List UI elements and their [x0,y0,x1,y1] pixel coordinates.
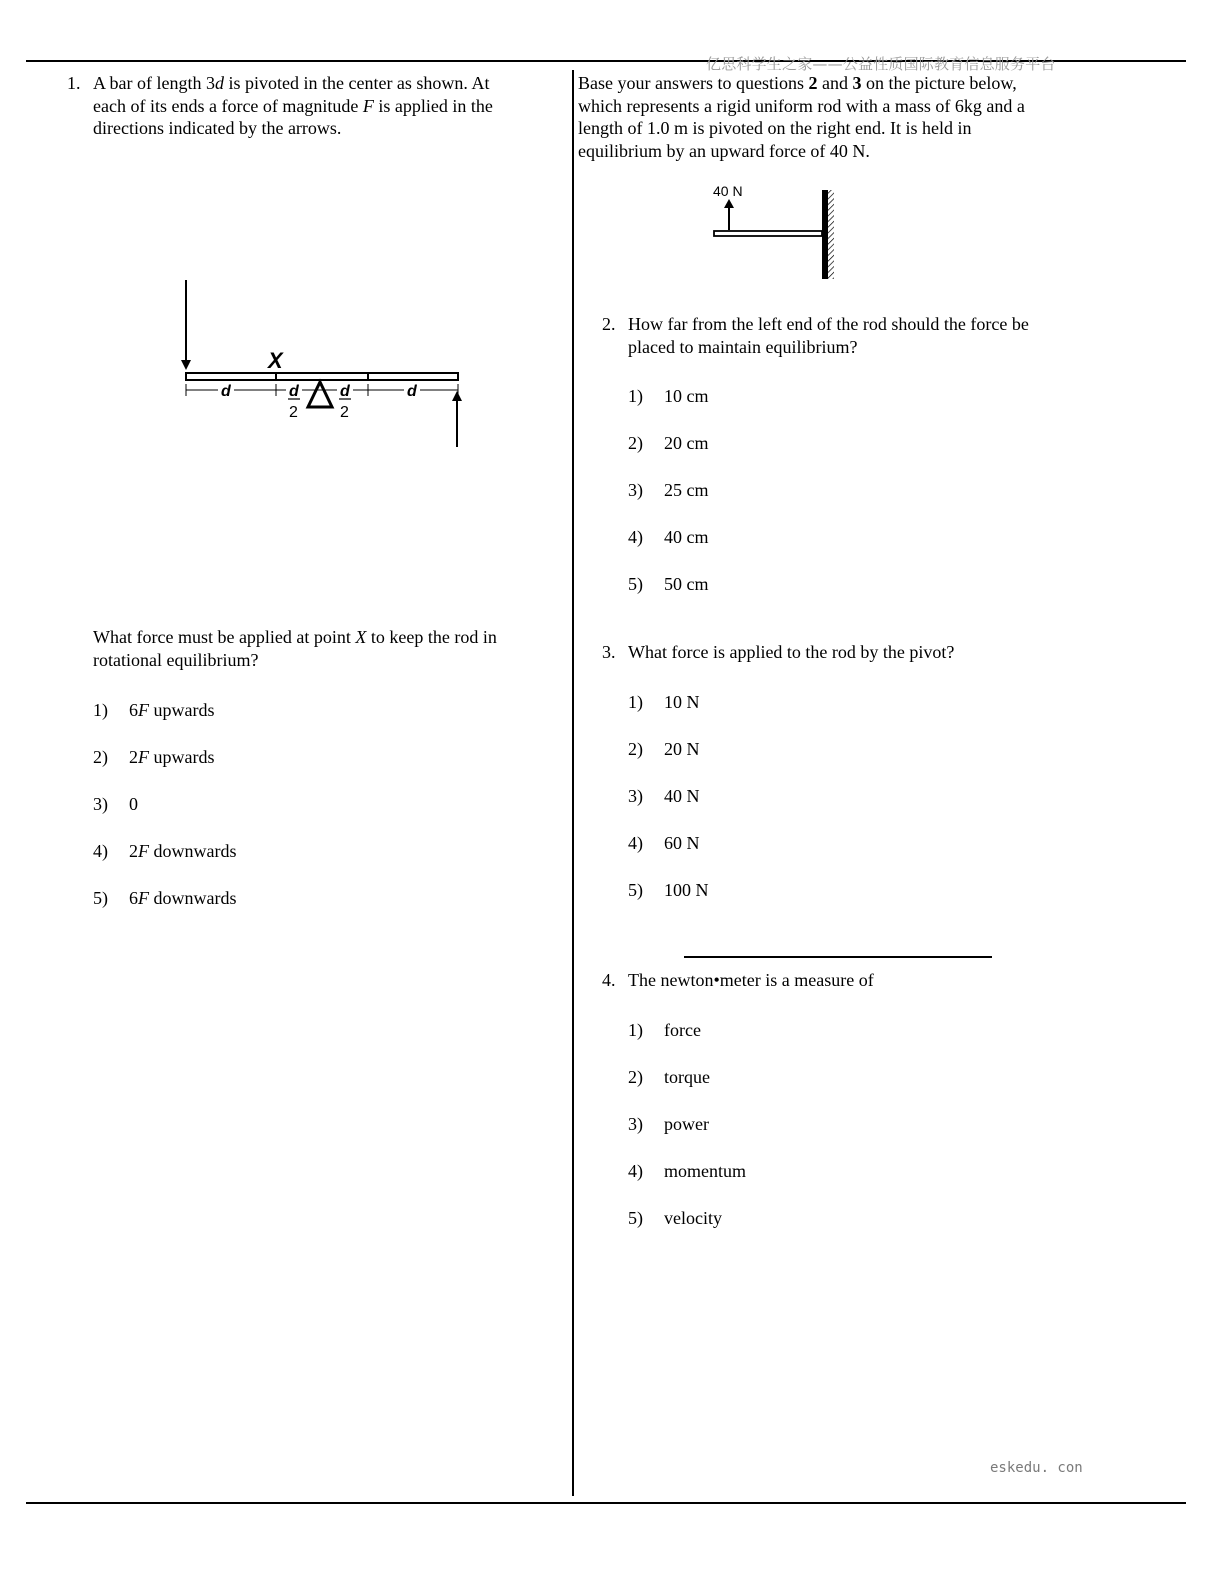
q2-text [628,313,1029,358]
q4-choice-5[interactable]: 5) velocity [628,1208,722,1228]
q3-text: What force is applied to the rod by the pivot? [628,642,955,662]
q3-choice-3[interactable]: 3) 40 N [628,786,700,806]
q4-choice-2[interactable]: 2) torque [628,1067,710,1087]
segment-label-d-left: d [221,383,231,400]
watermark-top: 亿思科学生之家——公益性质国际教育信息服务平台 [706,55,1056,73]
intro-line-1: Base your answers to questions 2 and 3 on the picture below, [578,73,1017,93]
q2-choice-4[interactable]: 4) 40 cm [628,527,709,547]
segment-label-d2-left-num: d [289,383,299,400]
q3-choice-4[interactable]: 4) 60 N [628,833,700,853]
intro-line-2: which represents a rigid uniform rod with a mass of 6kg and a [578,95,1025,116]
q2-q3-intro [578,72,1025,162]
q2-choice-1[interactable]: 1) 10 cm [628,386,709,406]
column-divider [572,70,574,1496]
q3-choice-1[interactable]: 1) 10 N [628,692,700,712]
intro-line-4: equilibrium by an upward force of 40 N. [578,140,870,161]
intro-line-3: length of 1.0 m is pivoted on the right end. It is held in [578,118,972,138]
q1-choice-5[interactable]: 5) 6F downwards [93,888,237,908]
q1-question [93,626,497,671]
q1-bar-diagram [170,270,480,455]
bottom-rule [26,1502,1186,1504]
pivot-triangle [308,382,332,407]
q3-choice-5[interactable]: 5) 100 N [628,880,709,900]
q1-intro-line-2: each of its ends a force of magnitude F is applied in the [93,95,493,116]
q4-choice-1[interactable]: 1) force [628,1020,701,1040]
q2-choice-3[interactable]: 3) 25 cm [628,480,709,500]
section-separator [684,956,992,958]
q1-choice-4[interactable]: 4) 2F downwards [93,841,237,861]
q2-number: 2. [602,314,616,334]
wall [822,190,828,279]
wall-hatching [828,190,834,279]
watermark-bottom: eskedu. con [990,1460,1083,1476]
q4-text: The newton•meter is a measure of [628,970,874,990]
q1-choice-1[interactable]: 1) 6F upwards [93,700,215,720]
q4-choice-3[interactable]: 3) power [628,1114,709,1134]
q1-choice-2[interactable]: 2) 2F upwards [93,747,215,767]
force-40n-label: 40 N [713,183,743,199]
q1-choice-3[interactable]: 3) 0 [93,794,138,814]
segment-label-d-right: d [407,383,417,400]
upward-force-arrowhead [724,199,734,208]
q1-question-line-2: rotational equilibrium? [93,649,259,670]
bar [186,373,458,380]
q1-intro-line-3: directions indicated by the arrows. [93,118,342,138]
segment-label-d2-left-den: 2 [289,404,298,421]
left-force-arrowhead [181,360,191,370]
q3-choice-2[interactable]: 2) 20 N [628,739,700,759]
rod-wall-diagram [705,180,845,285]
q2-choice-2[interactable]: 2) 20 cm [628,433,709,453]
q2-choice-5[interactable]: 5) 50 cm [628,574,709,594]
rod [714,231,822,236]
q1-number: 1. [67,73,81,93]
segment-label-d2-right-num: d [340,383,350,400]
q1-intro [93,72,493,140]
segment-label-d2-right-den: 2 [340,404,349,421]
q2-line-2: placed to maintain equilibrium? [628,336,858,357]
q4-choice-4[interactable]: 4) momentum [628,1161,746,1181]
right-force-arrowhead [452,391,462,401]
q1-intro-line-1: A bar of length 3d is pivoted in the center as shown. At [93,73,490,93]
q3-number: 3. [602,642,616,662]
point-x-label: X [268,348,283,373]
q1-question-line-1: What force must be applied at point X to keep the rod in [93,627,497,647]
q2-line-1: How far from the left end of the rod should the force be [628,314,1029,334]
q4-number: 4. [602,970,616,990]
